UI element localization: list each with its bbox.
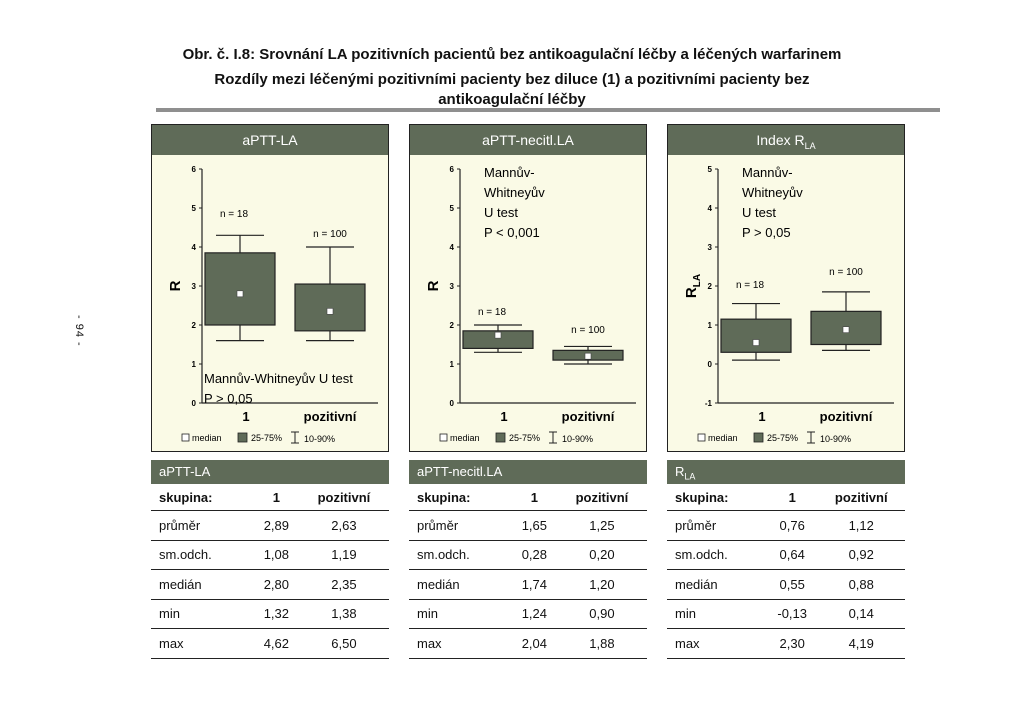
table-cell: 1,65 [512,511,557,541]
table-row [667,599,905,629]
table-cell: 0,88 [817,570,905,600]
table-row [151,511,389,541]
y-tick-label: 6 [449,165,454,174]
table-row [151,629,389,659]
page-number: - 94 - [73,315,85,347]
legend-box-label: 25-75% [509,433,541,443]
annotation-text: U test [742,205,776,220]
annotation-text: Mannův-Whitneyův U test [204,371,353,386]
n-label: n = 18 [735,280,765,291]
table-cell: 0,76 [767,511,818,541]
box-group-pozitivni [811,292,881,351]
chart-title: Index $R_{LA}$ [668,125,904,155]
y-tick-label: 0 [707,360,712,369]
stats-table [667,484,905,659]
annotation-text: P > 0,05 [742,225,791,240]
column-header: skupina: [667,484,767,511]
box-plot-aptt-la [152,155,388,451]
y-tick-label: 2 [191,321,196,330]
column-header: pozitivní [817,484,905,511]
row-label: max [409,629,512,659]
chart-title: aPTT-necitl.LA [410,125,646,155]
table-header-row [151,484,389,511]
table-cell: 0,92 [817,540,905,570]
table-title: aPTT-LA [151,460,389,484]
legend-whisker-label: 10-90% [304,434,336,444]
table-cell: 1,08 [254,540,299,570]
table-cell: 0,20 [557,540,647,570]
table-row [151,599,389,629]
row-label: medián [151,570,254,600]
table-row [409,540,647,570]
box-group-pozitivni [553,346,623,364]
table-cell: 0,14 [817,599,905,629]
row-label: medián [409,570,512,600]
table-row [409,511,647,541]
median-marker [495,332,501,338]
y-tick-label: 0 [191,399,196,408]
x-category-label: 1 [758,409,766,424]
y-tick-label: 1 [707,321,712,330]
stats-table-aptt-la [151,460,389,659]
box-25-75 [721,319,791,352]
stats-table-rla [667,460,905,659]
table-cell: 4,62 [254,629,299,659]
y-tick-label: 2 [707,282,712,291]
x-category-label: pozitivní [303,409,357,424]
table-title: aPTT-necitl.LA [409,460,647,484]
row-label: sm.odch. [151,540,254,570]
row-label: min [667,599,767,629]
y-tick-label: 3 [707,243,712,252]
y-tick-label: 5 [707,165,712,174]
y-tick-label: 4 [191,243,196,252]
column-header: pozitivní [299,484,389,511]
row-label: průměr [667,511,767,541]
annotation-text: U test [484,205,518,220]
table-cell: 2,04 [512,629,557,659]
annotation-text: P < 0,001 [484,225,540,240]
table-cell: 4,19 [817,629,905,659]
row-label: průměr [151,511,254,541]
chart-panel-aptt-necitl-la [409,124,647,452]
figure-subtitle-line2: antikoagulační léčby [438,91,586,108]
legend-whisker-label: 10-90% [820,434,852,444]
chart-panel-index-rla [667,124,905,452]
table-cell: 1,74 [512,570,557,600]
table-cell: 0,28 [512,540,557,570]
annotation-text: P > 0,05 [204,391,253,406]
table-cell: 2,30 [767,629,818,659]
y-tick-label: 1 [191,360,196,369]
y-tick-label: 1 [449,360,454,369]
table-cell: 1,88 [557,629,647,659]
y-tick-label: 5 [191,204,196,213]
y-tick-label: 4 [707,204,712,213]
n-label: n = 100 [571,325,605,336]
box-group-1 [463,325,533,352]
row-label: průměr [409,511,512,541]
y-tick-label: 2 [449,321,454,330]
y-tick-label: 6 [191,165,196,174]
legend-median-swatch [182,434,189,441]
table-cell: 2,35 [299,570,389,600]
n-label: n = 100 [313,229,347,240]
table-cell: 0,64 [767,540,818,570]
table-header-row [409,484,647,511]
row-label: min [151,599,254,629]
title-divider [156,108,940,112]
column-header: pozitivní [557,484,647,511]
table-cell: 1,24 [512,599,557,629]
table-cell: 2,80 [254,570,299,600]
box-group-pozitivni [295,247,365,341]
figure-subtitle-line1: Rozdíly mezi léčenými pozitivními pacienty bez diluce (1) a pozitivními pacienty bez [214,71,810,88]
table-cell: 1,38 [299,599,389,629]
legend-whisker-label: 10-90% [562,434,594,444]
table-row [409,629,647,659]
legend-median-swatch [440,434,447,441]
x-category-label: 1 [500,409,508,424]
legend-box-swatch [496,433,505,442]
annotation-text: Mannův- [742,165,793,180]
column-header: 1 [254,484,299,511]
box-group-1 [205,235,275,340]
table-row [667,540,905,570]
annotation-text: Whitneyův [484,185,545,200]
y-tick-label: 4 [449,243,454,252]
stats-table [409,484,647,659]
row-label: sm.odch. [409,540,512,570]
chart-panel-aptt-la [151,124,389,452]
table-cell: 1,25 [557,511,647,541]
legend-box-swatch [754,433,763,442]
legend-median-label: median [192,433,222,443]
median-marker [327,308,333,314]
chart-title: aPTT-LA [152,125,388,155]
y-tick-label: 3 [449,282,454,291]
annotation-text: Whitneyův [742,185,803,200]
column-header: skupina: [409,484,512,511]
box-plot-index-rla [668,155,904,451]
row-label: medián [667,570,767,600]
box-plot-aptt-necitl-la [410,155,646,451]
table-cell: 2,63 [299,511,389,541]
table-cell: 1,19 [299,540,389,570]
y-axis-label: R [167,280,184,292]
stats-table [151,484,389,659]
n-label: n = 100 [829,267,863,278]
table-cell: 1,20 [557,570,647,600]
table-cell: 1,32 [254,599,299,629]
median-marker [237,291,243,297]
table-cell: 2,89 [254,511,299,541]
median-marker [753,340,759,346]
table-row [151,540,389,570]
legend-box-swatch [238,433,247,442]
n-label: n = 18 [477,307,507,318]
column-header: 1 [767,484,818,511]
column-header: 1 [512,484,557,511]
median-marker [585,353,591,359]
row-label: max [667,629,767,659]
table-header-row [667,484,905,511]
row-label: min [409,599,512,629]
table-row [667,511,905,541]
box-25-75 [295,284,365,331]
table-title: $R_{LA}$ [667,460,905,484]
table-row [667,629,905,659]
table-row [409,599,647,629]
median-marker [843,327,849,333]
table-row [409,570,647,600]
y-tick-label: -1 [704,399,712,408]
table-cell: 0,90 [557,599,647,629]
row-label: sm.odch. [667,540,767,570]
table-cell: -0,13 [767,599,818,629]
n-label: n = 18 [219,209,249,220]
stats-table-aptt-necitl-la [409,460,647,659]
figure-title: Obr. č. I.8: Srovnání LA pozitivních pacientů bez antikoagulační léčby a léčených warfarinem [182,46,842,63]
y-tick-label: 0 [449,399,454,408]
box-group-1 [721,304,791,361]
x-category-label: 1 [242,409,250,424]
box-25-75 [205,253,275,325]
legend-box-label: 25-75% [767,433,799,443]
annotation-text: Mannův- [484,165,535,180]
column-header: skupina: [151,484,254,511]
row-label: max [151,629,254,659]
y-tick-label: 5 [449,204,454,213]
legend-median-label: median [708,433,738,443]
table-row [667,570,905,600]
y-axis-label: $R_{LA}$ [683,273,703,299]
table-row [151,570,389,600]
legend-median-swatch [698,434,705,441]
table-cell: 0,55 [767,570,818,600]
table-cell: 6,50 [299,629,389,659]
x-category-label: pozitivní [561,409,615,424]
legend-median-label: median [450,433,480,443]
legend-box-label: 25-75% [251,433,283,443]
y-tick-label: 3 [191,282,196,291]
x-category-label: pozitivní [819,409,873,424]
y-axis-label: R [425,280,442,292]
table-cell: 1,12 [817,511,905,541]
